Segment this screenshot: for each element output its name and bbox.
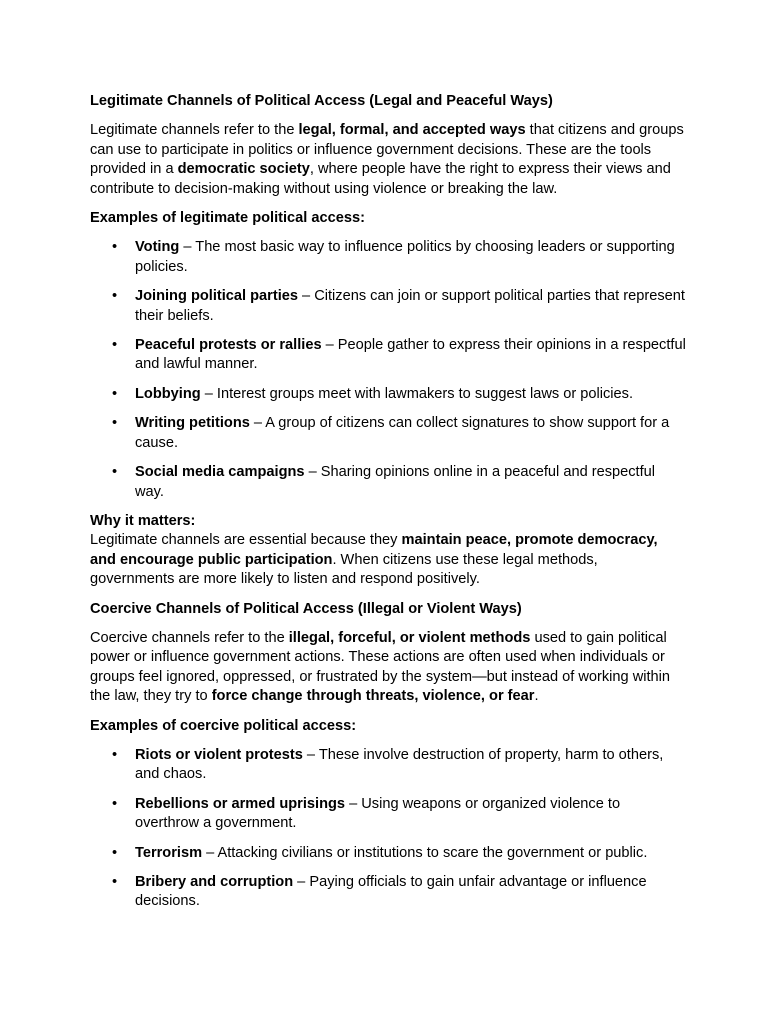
bullet-icon: •: [112, 844, 118, 861]
list-item: [90, 795, 686, 834]
text-run: . When citizens use these legal methods, governments are more likely to listen and respond positively.: [90, 551, 598, 588]
item-term: Voting: [135, 239, 180, 256]
item-description: – Interest groups meet with lawmakers to suggest laws or policies.: [200, 385, 633, 402]
item-term: Peaceful protests or rallies: [135, 337, 322, 354]
item-term: Terrorism: [135, 844, 203, 861]
bullet-icon: •: [112, 874, 118, 890]
text-run: Coercive channels refer to the: [90, 629, 289, 646]
bold-run: maintain peace, promote democracy, and encourage public participation: [90, 532, 658, 568]
text-run: used to gain political power or influence government actions. These actions are often used when individuals or groups feel ignored, oppressed, or frustrated by the system—but instead of working within the law, they try to: [90, 629, 671, 705]
list-item: [90, 238, 686, 277]
bullet-icon: •: [112, 337, 118, 354]
section-heading-legitimate: Legitimate Channels of Political Access (Legal and Peaceful Ways): [90, 93, 553, 109]
item-term: Riots or violent protests: [135, 746, 303, 763]
item-description: – Sharing opinions online in a peaceful and respectful way.: [135, 464, 656, 500]
item-description: – These involve destruction of property, harm to others, and chaos.: [135, 746, 664, 783]
item-term: Lobbying: [135, 385, 201, 402]
subheading-legitimate-examples: Examples of legitimate political access:: [90, 210, 365, 227]
section-heading-coercive: Coercive Channels of Political Access (Illegal or Violent Ways): [90, 600, 522, 617]
text-run: that citizens and groups can use to participate in politics or influence government decisions. These are the tools provided in a: [90, 122, 684, 178]
bullet-icon: •: [112, 464, 118, 481]
bold-run: democratic society: [177, 161, 310, 178]
text-run: .: [534, 688, 539, 705]
list-item: [90, 287, 686, 326]
subheading-coercive-examples: Examples of coercive political access:: [90, 717, 357, 734]
item-term: Rebellions or armed uprisings: [135, 795, 346, 812]
bullet-icon: •: [112, 385, 118, 402]
bullet-icon: •: [112, 288, 118, 305]
list-item: [90, 414, 686, 453]
list-item: [90, 385, 686, 404]
bullet-icon: •: [112, 239, 118, 256]
text-run: Legitimate channels refer to the: [90, 122, 299, 139]
item-description: – The most basic way to influence politics by choosing leaders or supporting policies.: [135, 239, 675, 275]
list-item: [90, 336, 686, 375]
document-content: [90, 92, 686, 922]
subheading-why-it-matters: Why it matters:: [90, 512, 196, 529]
list-item: [90, 873, 686, 912]
item-term: Bribery and corruption: [135, 874, 294, 890]
item-term: Social media campaigns: [135, 464, 305, 481]
bold-run: legal, formal, and accepted ways: [298, 122, 526, 139]
item-term: Writing petitions: [135, 415, 250, 432]
paragraph-why-it-matters: [90, 531, 686, 589]
item-term: Joining political parties: [135, 288, 298, 305]
text-run: , where people have the right to express their views and contribute to decision-making without using violence or breaking the law.: [90, 161, 671, 197]
bullet-icon: •: [112, 795, 118, 812]
paragraph-legitimate-intro: [90, 121, 686, 199]
list-coercive-examples: [90, 746, 686, 912]
item-description: – A group of citizens can collect signatures to show support for a cause.: [135, 415, 670, 451]
list-item: [90, 844, 686, 863]
item-description: – Using weapons or organized violence to overthrow a government.: [135, 795, 621, 832]
item-description: – People gather to express their opinions in a respectful and lawful manner.: [135, 337, 686, 373]
list-item: [90, 746, 686, 785]
list-item: [90, 463, 686, 502]
bullet-icon: •: [112, 746, 118, 763]
item-description: – Paying officials to gain unfair advantage or influence decisions.: [135, 874, 647, 910]
bold-run: illegal, forceful, or violent methods: [288, 629, 531, 646]
item-description: – Attacking civilians or institutions to scare the government or public.: [202, 844, 648, 861]
bold-run: force change through threats, violence, or fear: [211, 688, 535, 705]
text-run: Legitimate channels are essential because they: [90, 532, 402, 549]
list-legitimate-examples: [90, 238, 686, 501]
bullet-icon: •: [112, 415, 118, 432]
paragraph-coercive-intro: [90, 629, 686, 707]
item-description: – Citizens can join or support political parties that represent their beliefs.: [135, 288, 685, 324]
